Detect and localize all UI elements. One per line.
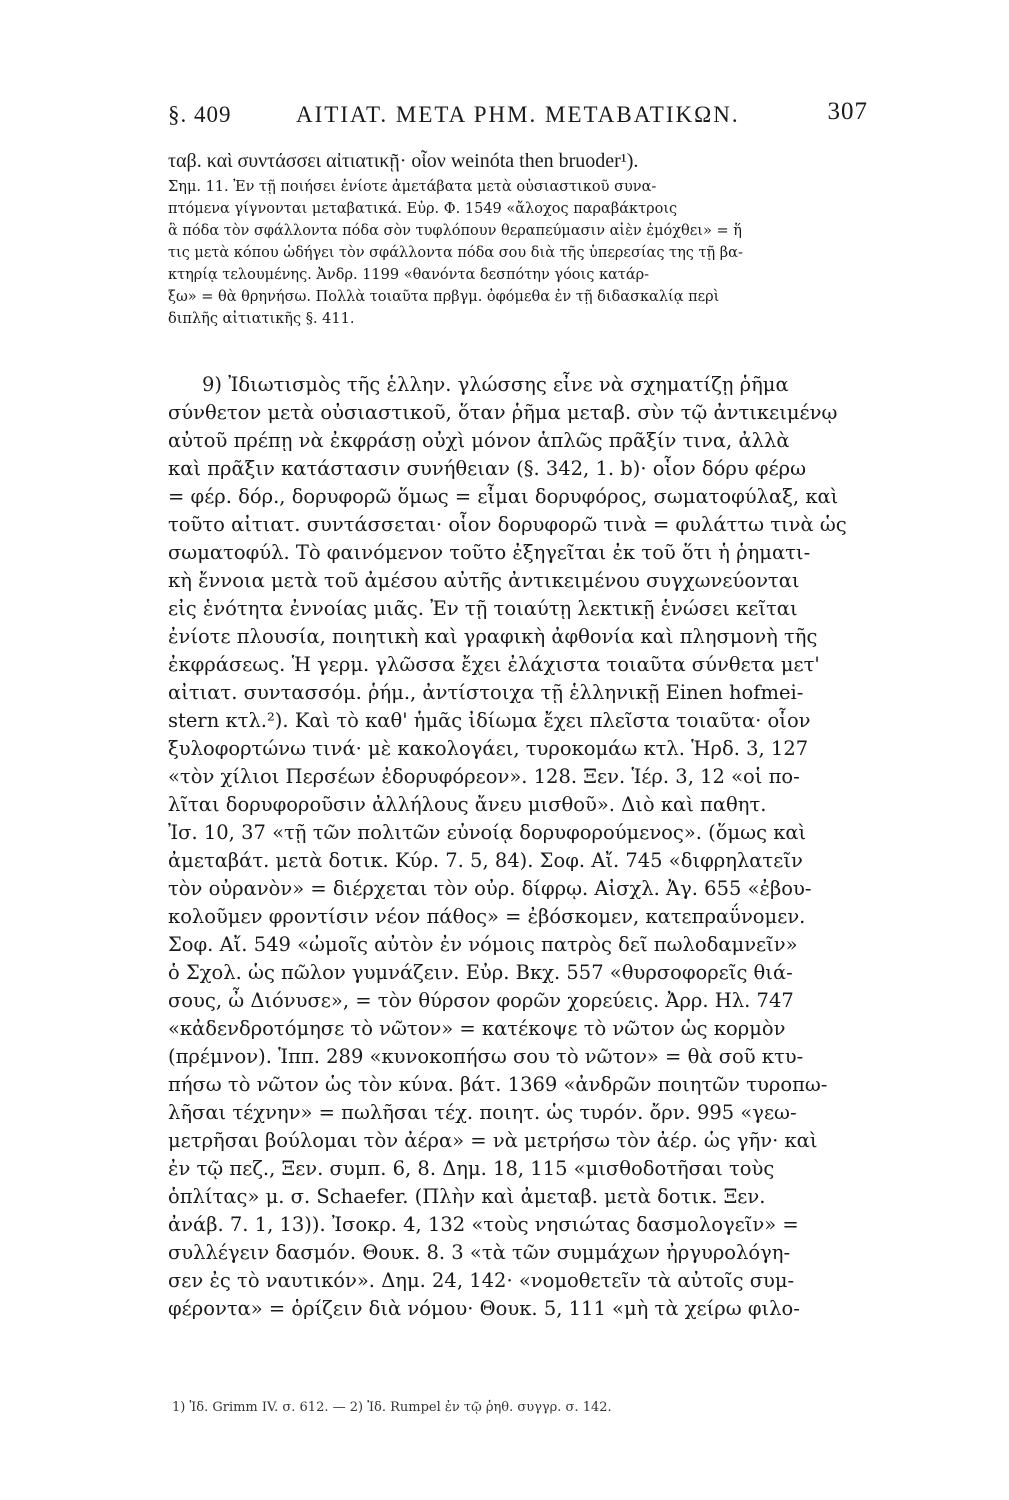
note-line: τις μετὰ κόπου ὡδήγει τὸν σφάλλοντα πόδα σου διὰ τῆς ὑπερεσίας της τῇ βα- [168,245,743,261]
text-line: (πρέμνον). Ἱππ. 289 «κυνοκοπήσω σου τὸ νῶτον» = θὰ σοῦ κτυ- [168,1045,804,1068]
note-line: Σημ. 11. Ἐν τῇ ποιήσει ἐνίοτε ἀμετάβατα μετὰ οὐσιαστικοῦ συνα- [168,179,657,195]
text-line: τὸν οὐρανὸν» = διέρχεται τὸν οὐρ. δίφρῳ. Αἰσχλ. Ἀγ. 655 «ἐβου- [168,877,812,900]
text-line: λῖται δορυφοροῦσιν ἀλλήλους ἄνευ μισθοῦ». Διὸ καὶ παθητ. [168,793,767,816]
text-line: αἰτιατ. συντασσόμ. ῥήμ., ἀντίστοιχα τῇ ἑλληνικῇ Einen hofmei- [168,681,804,704]
text-line: ἀνάβ. 7. 1, 13)). Ἰσοκρ. 4, 132 «τοὺς νησιώτας δασμολογεῖν» = [168,1213,799,1236]
page-number: 307 [827,98,868,125]
text-line: Σοφ. Αἴ. 549 «ὠμοῖς αὐτὸν ἐν νόμοις πατρὸς δεῖ πωλοδαμνεῖν» [168,933,798,956]
section-number: §. 409 [168,102,232,127]
text-line: αὐτοῦ πρέπῃ νὰ ἐκφράσῃ οὐχὶ μόνον ἁπλῶς πρᾶξίν τινα, ἀλλὰ [168,429,790,452]
text-line: ἐνίοτε πλουσία, ποιητικὴ καὶ γραφικὴ ἀφθονία καὶ πλησμονὴ τῆς [168,625,818,648]
text-line: συλλέγειν δασμόν. Θουκ. 8. 3 «τὰ τῶν συμμάχων ἠργυρολόγη- [168,1241,791,1264]
text-line: σύνθετον μετὰ οὐσιαστικοῦ, ὅταν ῥῆμα μεταβ. σὺν τῷ ἀντικειμένῳ [168,401,838,424]
note-line: ταβ. καὶ συντάσσει αἰτιατικῇ· οἷον weinóta then bruoder¹). [168,150,639,172]
note-line: διπλῆς αἰτιατικῆς §. 411. [168,311,355,327]
text-line: καὶ πρᾶξιν κατάστασιν συνήθειαν (§. 342, 1. b)· οἷον δόρυ φέρω [168,457,807,480]
text-line: ἀμεταβάτ. μετὰ δοτικ. Κύρ. 7. 5, 84). Σοφ. Αἴ. 745 «διφρηλατεῖν [168,849,803,872]
note-paragraph [168,146,868,330]
text-line: φέροντα» = ὁρίζειν διὰ νόμου· Θουκ. 5, 111 «μὴ τὰ χείρω φιλο- [168,1297,800,1320]
note-line: κτηρίᾳ τελουμένης. Ἀνδρ. 1199 «θανόντα δεσπότην γόοις κατάρ- [168,267,650,283]
text-line: = φέρ. δόρ., δορυφορῶ ὅμως = εἶμαι δορυφόρος, σωματοφύλαξ, καὶ [168,485,839,508]
text-line: 9) Ἰδιωτισμὸς τῆς ἑλλην. γλώσσης εἶνε νὰ σχηματίζῃ ῥῆμα [202,373,789,396]
text-line: ὁπλίτας» μ. σ. Schaefer. (Πλὴν καὶ ἀμεταβ. μετὰ δοτικ. Ξεν. [168,1185,766,1208]
text-line: ξυλοφορτώνω τινά· μὲ κακολογάει, τυροκομάω κτλ. Ἡρδ. 3, 127 [168,737,809,760]
note-line: ἃ πόδα τὸν σφάλλοντα πόδα σὸν τυφλόπουν θεραπεύμασιν αἰὲν ἐμόχθει» = ἥ [168,223,742,239]
running-title: ΑΙΤΙΑΤ. ΜΕΤΑ ΡΗΜ. ΜΕΤΑΒΑΤΙΚΩΝ. [296,102,740,127]
text-line: κὴ ἔννοια μετὰ τοῦ ἀμέσου αὐτῆς ἀντικειμένου συγχωνεύονται [168,569,800,592]
text-line: ἐν τῷ πεζ., Ξεν. συμπ. 6, 8. Δημ. 18, 115 «μισθοδοτῆσαι τοὺς [168,1157,775,1180]
footnote: 1) Ἰδ. Grimm IV. σ. 612. — 2) Ἰδ. Rumpel ἐν τῷ ῥηθ. συγγρ. σ. 142. [172,1400,612,1415]
running-head [168,98,868,132]
text-line: σωματοφύλ. Τὸ φαινόμενον τοῦτο ἐξηγεῖται ἐκ τοῦ ὅτι ἡ ῥηματι- [168,541,811,564]
text-line: πήσω τὸ νῶτον ὡς τὸν κύνα. βάτ. 1369 «ἀνδρῶν ποιητῶν τυροπω- [168,1073,828,1096]
text-line: «κἀδενδροτόμησε τὸ νῶτον» = κατέκοψε τὸ νῶτον ὡς κορμὸν [168,1017,786,1040]
text-line: κολοῦμεν φροντίσιν νέον πάθος» = ἐβόσκομεν, κατεπραΰνομεν. [168,905,806,928]
text-line: λῆσαι τέχνην» = πωλῆσαι τέχ. ποιητ. ὡς τυρόν. ὄρν. 995 «γεω- [168,1101,797,1124]
text-line: ὁ Σχολ. ὡς πῶλον γυμνάζειν. Εὐρ. Βκχ. 557 «θυρσοφορεῖς θιά- [168,961,793,984]
text-line: ἐκφράσεως. Ἡ γερμ. γλῶσσα ἔχει ἐλάχιστα τοιαῦτα σύνθετα μετ' [168,653,820,676]
text-line: σους, ὦ Διόνυσε», = τὸν θύρσον φορῶν χορεύεις. Ἀρρ. Ηλ. 747 [168,989,794,1012]
text-line: σεν ἐς τὸ ναυτικόν». Δημ. 24, 142· «νομοθετεῖν τὰ αὐτοῖς συμ- [168,1269,795,1292]
text-line: μετρῆσαι βούλομαι τὸν ἀέρα» = νὰ μετρήσω τὸν ἀέρ. ὡς γῆν· καὶ [168,1129,818,1152]
main-paragraph [168,371,878,1323]
note-line: ξω» = θὰ θρηνήσω. Πολλὰ τοιαῦτα πρβγμ. ὀφόμεθα ἐν τῇ διδασκαλίᾳ περὶ [168,289,720,305]
text-line: «τὸν χίλιοι Περσέων ἐδορυφόρεον». 128. Ξεν. Ἱέρ. 3, 12 «οἱ πο- [168,765,800,788]
text-line: stern κτλ.²). Καὶ τὸ καθ' ἡμᾶς ἰδίωμα ἔχει πλεῖστα τοιαῦτα· οἷον [168,709,811,732]
text-line: εἰς ἑνότητα ἐννοίας μιᾶς. Ἐν τῇ τοιαύτῃ λεκτικῇ ἑνώσει κεῖται [168,597,798,620]
note-line: πτόμενα γίγνονται μεταβατικά. Εὐρ. Φ. 1549 «ἄλοχος παραβάκτροις [168,201,678,217]
text-line: τοῦτο αἰτιατ. συντάσσεται· οἷον δορυφορῶ τινὰ = φυλάττω τινὰ ὡς [168,513,847,536]
text-line: Ἰσ. 10, 37 «τῇ τῶν πολιτῶν εὐνοίᾳ δορυφορούμενος». (ὅμως καὶ [168,821,807,844]
